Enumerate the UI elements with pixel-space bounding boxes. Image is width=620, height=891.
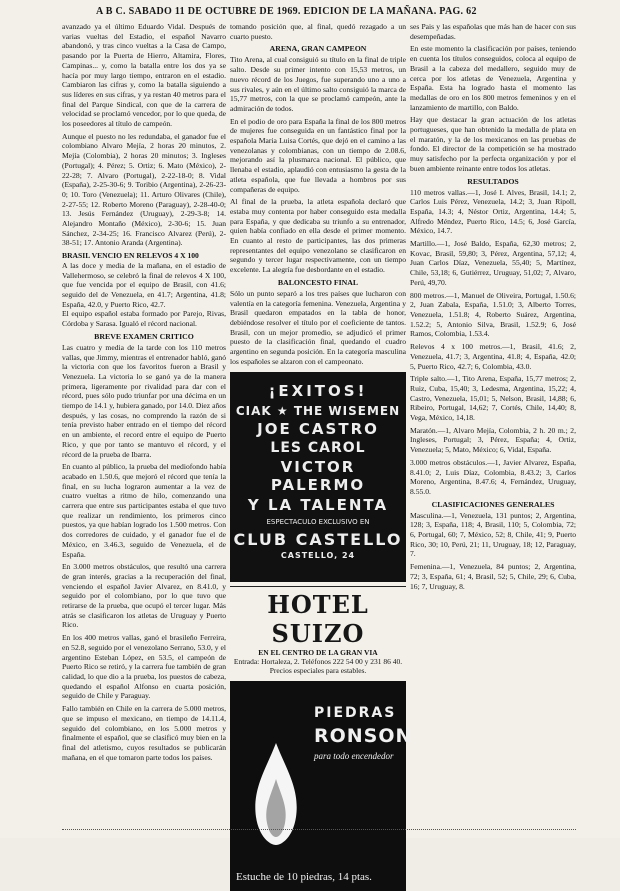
ad-title: HOTEL SUIZO: [267, 589, 369, 648]
paragraph: En los 400 metros vallas, ganó el brasileño Ferreira, en 52.8, seguido por el venezolano Serrano, 53.0, y el argentino Esteban López, en 53.5, el campeón de Puerto Rico se retiró, y la carrera fue también de gran calidad, lo que dio a la prueba, los puestos de cabeza, quedando el español Alfonso en cuarta posición, seguido de Chile y Paraguay.: [62, 633, 226, 701]
ad-line: LES CAROL: [270, 439, 366, 456]
paragraph: En el podio de oro para España la final de los 800 metros de mujeres fue conseguida en un fantástico final por la española Maria Luisa Cortés, que dejó en el camino a las venezolanas y colombianas, con un tiempo de 2.08.6, mejorando así la plusmarca nacional. El público, que llenaba el estadio, aplaudió con entusiasmo la gesta de la atleta española, que fue llevada a hombros por sus compañeras de equipo.: [230, 116, 406, 194]
ad-line: Y LA TALENTA: [247, 495, 389, 514]
ad-subtitle: EN EL CENTRO DE LA GRAN VIA: [258, 647, 378, 657]
ad-line: CASTELLO, 24: [280, 550, 356, 560]
column-middle: [230, 22, 413, 883]
section-heading: RESULTADOS: [467, 176, 519, 186]
section-heading: BREVE EXAMEN CRITICO: [94, 331, 194, 341]
ad-line: JOE CASTRO: [257, 419, 379, 438]
section-heading: BALONCESTO FINAL: [277, 277, 359, 287]
paragraph: En cuanto al público, la prueba del mediofondo había acabado en 1.50.6, que mejoró el récord que tenía la final, en su lucha lograron aumentar a la vez de cuatro vueltas a ritmo de hilo, comenzando una carrera que entre sus participantes estaba el que tuvo que realizar un rendimiento, los primeros cinco puestos, ya que habían logrado los 1.500 metros. Con dos corredores de cuidado, y el ganador fue el de México, en 3.46.3, seguido de Venezuela, el de España.: [62, 462, 226, 559]
ad-line: CIAK ★ THE WISEMEN: [235, 403, 401, 418]
ad-line: CLUB CASTELLO: [233, 529, 403, 549]
column-left: [62, 22, 226, 828]
results-entry: Femenina.—1, Venezuela, 84 puntos; 2, Argentina, 72; 3, España, 61; 4, Brasil, 52; 5, Chile, 29; 6, Cuba, 16; 7, Uruguay, 8.: [410, 562, 576, 591]
results-entry: Maratón.—1, Alvaro Mejía, Colombia, 2 h. 20 m.; 2, Ingleses, Portugal; 3, Pérez, España; 4, Ortiz, Venezuela; 5, Mato, México; 6, Vidal, España.: [410, 425, 576, 455]
section-heading: ARENA, GRAN CAMPEON: [269, 44, 367, 54]
results-entry: Masculina.—1, Venezuela, 131 puntos; 2, Argentina, 128; 3, España, 118; 4, Brasil, 110; 5, Colombia, 72; 6, Portugal, 60; 7, México, 52; 8, Chile, 41; 9, Puerto Rico, 30; 10, Perú, 21; 11, Uruguay, 18; 12, Paraguay, 7.: [410, 510, 576, 559]
paragraph: A las doce y media de la mañana, en el estadio de Vallehermoso, se celebró la final de relevos 4 X 100, que fue vencida por el equipo de Brasil, con 41.6; seguido del de Venezuela, en 41.7; Argentina, 41.8; España, 42.0, y Puerto Rico, 42.7.: [62, 260, 226, 309]
ad-tagline: para todo encendedor: [314, 750, 394, 761]
paragraph: El equipo español estaba formado por Parejo, Rivas, Córdoba y Sarasa. Igualó el récord nacional.: [62, 309, 226, 329]
ad-text: Entrada: Hortaleza, 2. Teléfonos 222 54 00 y 231 86 40. Precios especiales para estables.: [233, 656, 403, 675]
paragraph: En 3.000 metros obstáculos, que resultó una carrera de gran interés, gracias a la recuperación del final, venciendo el español Javier Alvarez, en 8.41.0, y seguido por el colombiano, por lo que tuvo que retirarse de la prueba, que ocupó el tercer lugar. Más atrás se clasificaron los atletas de Uruguay y Puerto Rico.: [62, 562, 226, 630]
paragraph: ses Pais y las españolas que más han de hacer con sus desempeñadas.: [410, 22, 576, 41]
paragraph: Al final de la prueba, la atleta española declaró que estaba muy contenta por haber conseguido esta medalla para España, y que dedicaba su triunfo a su entrenador, quien había confiado en ella desde el primer momento. En cuanto al resto de participantes, las dos primeras representantes del equipo venezolano se clasificaron en segundo y tercer lugar respectivamente, con un tiempo excelente. La alegría fue desbordante en el estadio.: [230, 197, 406, 275]
paragraph: tomando posición que, al final, quedó rezagado a un cuarto puesto.: [230, 22, 406, 41]
paragraph: Las cuatro y media de la tarde con los 110 metros vallas, que Jimmy, mientras el entrenador habló, ganó la victoria con que los favoritos fueron a Brasil y Venezuela. La victoria lo se ganó ya de la manera primera, ligeramente por rivalidad para dar con el récord, pues sólo pudo triunfar por una décima en un tiempo de 14.1 y, hubiera ganado, por 14.0. Diez años después, y las cosas, no comprendo la razón de si tenía previsto haber entrado en el tiempo del récord en un ambiente, el record entre el equipo de Puerto Rico, y que por tanto se mantuvo el récord, y el récord de la prueba de Ibarra.: [62, 342, 226, 459]
ad-brand: RONSON: [314, 724, 413, 747]
ad-line: VICTOR PALERMO: [270, 457, 366, 494]
paragraph: avanzado ya el último Eduardo Vidal. Después de varias vueltas del Estadio, el español Navarro abandonó, y tras cinco vueltas a la Casa de Campo, pasando por la Puerta de Hierro, Altamira, Flores, Campinas... y, como la batalla entre los dos ya se hacía por muy largo tiempo, entraron en el estadio. Cambiaron las cifras y, como la batalla siguiendo a sus líderes en sus cifras, y ya restan 40 metros para el final del Parque Sindical, con que de la carrera de velocidad se proclamó vencedor, por lo que queda, de los poseedores al título de campeón.: [62, 22, 226, 129]
paragraph: Tito Arena, al cual consiguió su título en la final de triple salto. Desde su primer intento con 15,53 metros, un nuevo récord de los Juegos, fue superando uno a uno a sus rivales, y aún en el último salto consiguió la marca de 15,77 metros, con la que se proclamó campeón, ante la admiración de todos.: [230, 55, 406, 113]
results-entry: Relevos 4 x 100 metros.—1, Brasil, 41.6; 2, Venezuela, 41.7; 3, Argentina, 41.8; 4, España, 42.0; 5, Puerto Rico, 42.7; 6, Colombia, 43.0.: [410, 342, 576, 371]
ad-line: ESPECTACULO EXCLUSIVO EN: [266, 517, 370, 526]
ad-line: ¡EXITOS!: [268, 381, 368, 400]
results-entry: 110 metros vallas.—1, José I. Alves, Brasil, 14.1; 2, Carlos Luis Pérez, Venezuela, 14.2; 3, Juan Ripoll, España, 14.3; 4, Néstor Ortiz, Argentina, 14.4; 5, Alfredo Méndez, Puerto Rico, 14.5; 6, José García, México, 14.7.: [410, 187, 576, 236]
paragraph: Aunque el puesto no les redundaba, el ganador fue el colombiano Alvaro Mejía, 2 horas 20 minutos, 2. Mejía (Colombia), 2 horas 20 minutos; 3. Ingleses (Portugal); 4. Pérez; 5. Ortiz; 6. Mato (México), 2-22-28; 7. Alvaro (Portugal), 2-22-18-0; 8. Vidal (España), 2-25-30-6; 9. Toribio (Argentina), 2-26-23-0; 10. Toro (Venezuela); 11. Arturo Olivares (Chile), 2-27-55; 12. Roberto Moreno (Paraguay), 2-28-40-0; 13. Jesús Fernández (Uruguay), 2-29-3-8; 14. Alejandro Montaño (México), 2-30-6; 15. Juan Sánchez, 2-34-25; 16. Francisco Alvarez (Perú), 2-38-51; 17. Antonio Aranda (Argentina).: [62, 131, 226, 248]
page-footer-rule: [62, 829, 576, 835]
paragraph: Fallo también en Chile en la carrera de 5.000 metros, que se impuso el mexicano, en tiempo de 14.11.4, seguido del colombiano, en los 5.000 metros y finalmente el español, que se clasificó muy bien en la final del atletismo, cuyos resultados se publicarán mañana, en el que tomaron parte todos los países.: [62, 704, 226, 762]
column-right: [410, 22, 576, 828]
results-entry: 800 metros.—1, Manuel de Oliveira, Portugal, 1.50.6; 2, Juan Zabala, España, 1.51.0; 3, Alberto Torres, Venezuela, 1.51.8; 4, Roberto Suárez, Argentina, 1.52.2; 5, Antonio Silva, Brasil, 1.52.9; 6, José Ramos, Colombia, 1.53.4.: [410, 290, 576, 339]
ad-price: Estuche de 10 piedras, 14 ptas.: [236, 870, 372, 883]
club-castello-advertisement: [230, 372, 406, 582]
page-header: A B C. SABADO 11 DE OCTUBRE DE 1969. EDICION DE LA MAÑANA. PAG. 62: [96, 6, 477, 17]
section-heading: CLASIFICACIONES GENERALES: [431, 499, 555, 509]
ronson-advertisement: [230, 681, 413, 891]
results-entry: 3.000 metros obstáculos.—1, Javier Alvarez, España, 8.41.0; 2, Luis Díaz, Colombia, 8.43.2; 3, Carlos Moreno, Argentina, 8.47.6; 4, Fernández, Uruguay, 8.55.0.: [410, 457, 576, 496]
paragraph: Hay que destacar la gran actuación de los atletas portugueses, que han obtenido la medalla de plata en el maratón, y la de los mexicanos en las pruebas de fondo. El director de la competición se ha mostrado muy satisfecho por la perfecta organización y por el buen ambiente reinante entre todos los atletas.: [410, 115, 576, 173]
section-heading: BRASIL VENCIO EN RELEVOS 4 X 100: [62, 251, 199, 261]
hotel-suizo-advertisement: [230, 586, 406, 675]
paragraph: En este momento la clasificación por países, teniendo en cuenta los títulos conseguidos, coloca al equipo de Brasil a la cabeza del medallero, seguido muy de cerca por los atletas de Venezuela, Argentina y España. Esta ha logrado hasta el momento las medallas de oro en los 800 metros femeninos y en el lanzamiento de martillo, con Baldo.: [410, 44, 576, 112]
results-entry: Martillo.—1, José Baldo, España, 62,30 metros; 2, Kovac, Brasil, 59,80; 3, Pérez, Argentina, 57,12; 4, Juan Carlos Díaz, Venezuela, 55,40; 5, Martínez, Chile, 53,18; 6, Gutiérrez, Uruguay, 51,02; 7, Alvaro, Perú, 49,70.: [410, 239, 576, 287]
paragraph: Sólo un punto separó a los tres países que lucharon con valentía en la categoría femenina. Venezuela, Argentina y Brasil quedaron empatados en la tabla de honor, debiéndose resolver el título por el coeficiente de tantos. Brasil, con un mejor promedio, se adjudicó el primer puesto de la clasificación final, quedando el cuadro argentino en segunda posición. En la categoría masculina los españoles se alzaron con el campeonato.: [230, 288, 406, 366]
ad-line: PIEDRAS: [314, 704, 397, 721]
results-entry: Triple salto.—1, Tito Arena, España, 15,77 metros; 2, Ruiz, Cuba, 15,40; 3, Ledesma, Argentina, 15,22; 4, Castro, Venezuela, 15,01; 5, Nelson, Brasil, 14,88; 6, Ribeiro, Portugal, 14,62; 7, Cortés, Chile, 14,40; 8, Vega, México, 14,18.: [410, 374, 576, 423]
